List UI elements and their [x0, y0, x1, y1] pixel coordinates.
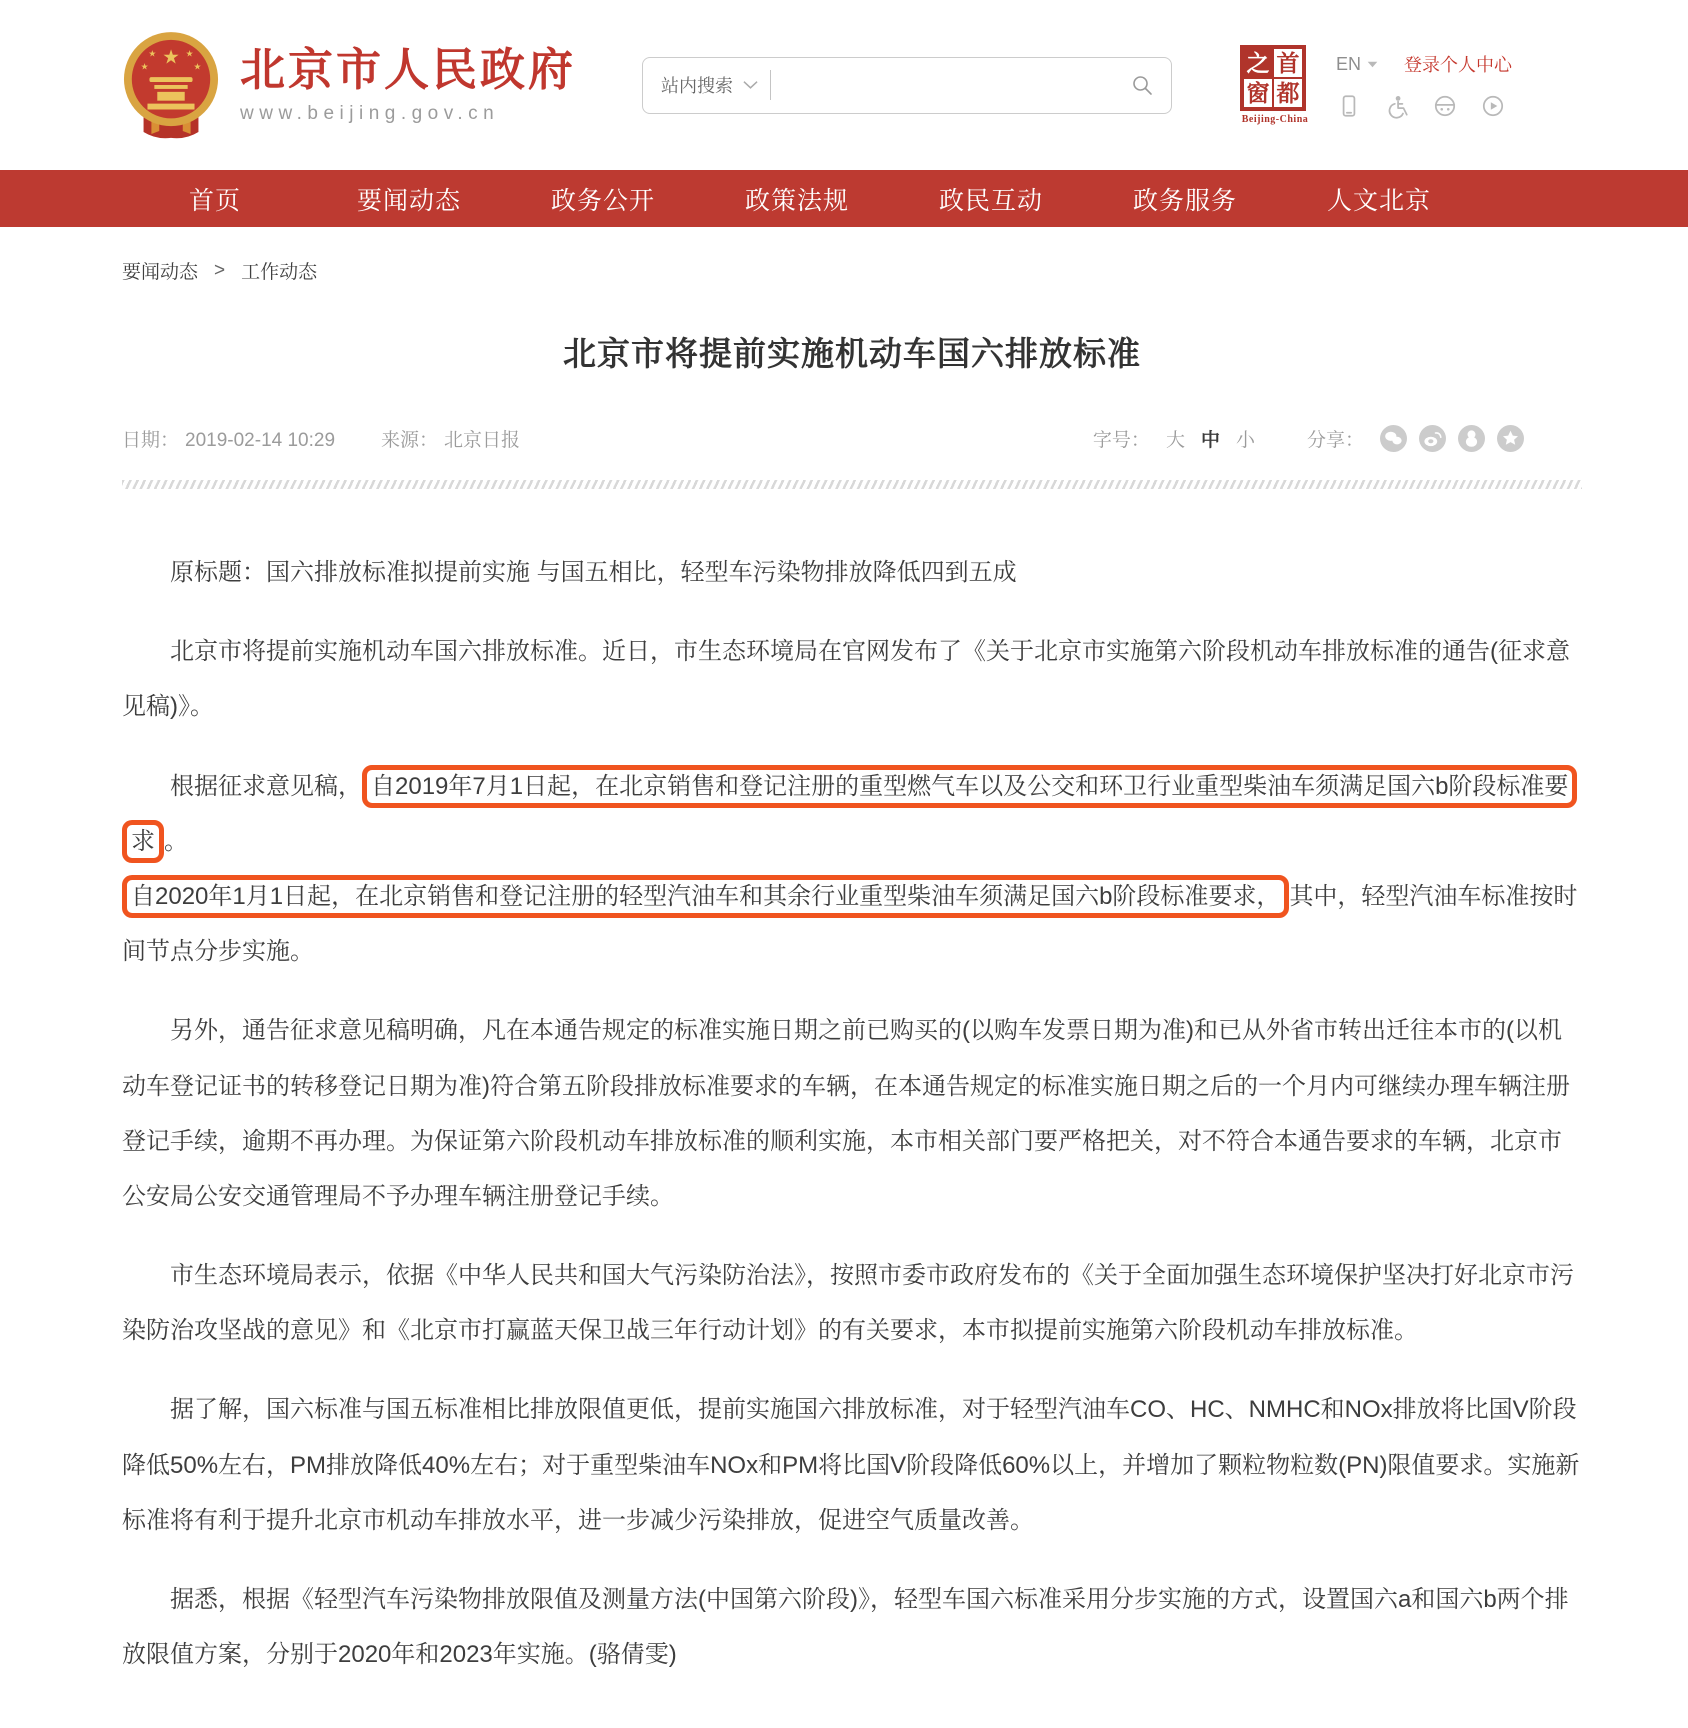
text-segment: 根据征求意见稿，	[170, 772, 362, 800]
nav-item-policy[interactable]: 政策法规	[744, 186, 849, 215]
site-search	[642, 57, 1172, 114]
capital-window-seal	[1240, 45, 1306, 111]
article	[122, 328, 1582, 1728]
seal-char: 都	[1274, 79, 1302, 107]
page-title: 北京市将提前实施机动车国六排放标准	[563, 335, 1141, 372]
share-icons	[1380, 425, 1524, 452]
text-segment: 其中，轻型汽油车标准按时间节点分步实施。	[122, 882, 1578, 966]
header-utility	[1336, 45, 1512, 119]
phone-icon[interactable]	[1336, 93, 1362, 119]
chevron-down-icon	[743, 80, 758, 90]
search-input[interactable]	[771, 75, 1131, 96]
breadcrumb-link-news[interactable]: 要闻动态	[122, 262, 199, 283]
search-category-label: 站内搜索	[661, 76, 734, 96]
highlight-box-2: 自2020年1月1日起，在北京销售和登记注册的轻型汽油车和其余行业重型柴油车须满足国六b阶段标准要求，	[122, 875, 1289, 918]
search-category-dropdown[interactable]	[661, 72, 758, 98]
language-label: EN	[1336, 53, 1362, 74]
source-label: 来源：	[381, 430, 439, 451]
svg-text:★: ★	[185, 48, 194, 59]
svg-text:★: ★	[140, 61, 149, 72]
svg-text:★: ★	[193, 61, 202, 72]
nav-item-news[interactable]: 要闻动态	[356, 186, 461, 215]
nav-item-gov-open[interactable]: 政务公开	[550, 186, 655, 215]
svg-text:★: ★	[162, 46, 180, 69]
qq-icon[interactable]	[1458, 425, 1485, 452]
fontsize-large-button[interactable]: 大	[1165, 430, 1185, 451]
article-source: 北京日报	[444, 430, 521, 451]
site-title-block	[240, 45, 576, 125]
nav-item-home[interactable]: 首页	[188, 186, 241, 215]
article-subtitle: 原标题：国六排放标准拟提前实施 与国五相比，轻型车污染物排放降低四到五成	[170, 559, 1017, 586]
language-switch[interactable]	[1336, 54, 1378, 75]
favorite-icon[interactable]	[1497, 425, 1524, 452]
seal-char: 窗	[1244, 79, 1272, 107]
share-label: 分享：	[1306, 430, 1364, 451]
seal-char: 首	[1274, 49, 1302, 77]
breadcrumb-separator: >	[214, 259, 226, 281]
search-icon[interactable]	[1131, 74, 1153, 96]
paragraph: 据了解，国六标准与国五标准相比排放限值更低，提前实施国六排放标准，对于轻型汽油车CO、HC、NMHC和NOx排放将比国V阶段降低50%左右，PM排放降低40%左右；对于重型柴油车NOx和PM将比国V阶段降低60%以上，并增加了颗粒物粒数(PN)限值要求。实施新标准将有利于提升北京市机动车排放水平，进一步减少污染排放，促进空气质量改善。	[122, 1396, 1580, 1534]
article-meta-left	[122, 425, 526, 452]
divider	[122, 480, 1582, 489]
breadcrumb-link-work[interactable]: 工作动态	[241, 262, 318, 283]
capital-window-logo[interactable]	[1240, 45, 1310, 125]
paragraph-with-highlights	[122, 759, 1582, 980]
seal-caption: Beijing-China	[1241, 114, 1309, 125]
national-emblem-icon	[122, 29, 220, 141]
fontsize-medium-button[interactable]: 中	[1200, 430, 1220, 451]
nav-item-culture[interactable]: 人文北京	[1326, 186, 1431, 215]
date-label: 日期：	[122, 430, 180, 451]
article-meta	[122, 425, 1582, 452]
svg-text:★: ★	[148, 48, 157, 59]
paragraph: 市生态环境局表示，依据《中华人民共和国大气污染防治法》，按照市委市政府发布的《关于全面加强生态环境保护坚决打好北京市污染防治攻坚战的意见》和《北京市打赢蓝天保卫战三年行动计划》的有关要求，本市拟提前实施第六阶段机动车排放标准。	[122, 1262, 1574, 1345]
paragraph: 据悉，根据《轻型汽车污染物排放限值及测量方法(中国第六阶段)》，轻型车国六标准采用分步实施的方式，设置国六a和国六b两个排放限值方案，分别于2020年和2023年实施。(骆倩雯)	[122, 1586, 1569, 1669]
chevron-down-icon	[1367, 61, 1378, 68]
fontsize-small-button[interactable]: 小	[1235, 430, 1255, 451]
main-nav	[0, 170, 1688, 227]
breadcrumb	[122, 257, 1688, 284]
header-right	[1240, 45, 1512, 125]
paragraph: 北京市将提前实施机动车国六排放标准。近日，市生态环境局在官网发布了《关于北京市实施第六阶段机动车排放标准的通告(征求意见稿)》。	[122, 638, 1570, 721]
site-name: 北京市人民政府	[240, 44, 577, 96]
article-meta-right	[1093, 425, 1524, 452]
site-header	[0, 0, 1688, 170]
site-url: www.beijing.gov.cn	[240, 102, 500, 124]
nav-item-services[interactable]: 政务服务	[1132, 186, 1237, 215]
article-date: 2019-02-14 10:29	[185, 430, 336, 451]
paragraph: 另外，通告征求意见稿明确，凡在本通告规定的标准实施日期之前已购买的(以购车发票日期为准)和已从外省市转出迁往本市的(以机动车登记证书的转移登记日期为准)符合第五阶段排放标准要求的车辆，在本通告规定的标准实施日期之后的一个月内可继续办理车辆注册登记手续，逾期不再办理。为保证第六阶段机动车排放标准的顺利实施，本市相关部门要严格把关，对不符合本通告要求的车辆，北京市公安局公安交通管理局不予办理车辆注册登记手续。	[122, 1017, 1570, 1210]
wechat-icon[interactable]	[1380, 425, 1407, 452]
highlight-box-1: 自2019年7月1日起，在北京销售和登记注册的重型燃气车以及公交和环卫行业重型柴油车须满足国六b阶段标准要求	[122, 765, 1577, 863]
nav-item-interact[interactable]: 政民互动	[938, 186, 1043, 215]
text-segment: 。	[164, 827, 188, 855]
fontsize-label: 字号：	[1092, 430, 1150, 451]
site-logo[interactable]	[122, 29, 576, 141]
login-link[interactable]: 登录个人中心	[1404, 55, 1513, 75]
accessibility-icon[interactable]	[1384, 93, 1410, 119]
seal-char: 之	[1244, 49, 1272, 77]
article-body	[122, 545, 1582, 1728]
robot-icon[interactable]	[1432, 93, 1458, 119]
play-icon[interactable]	[1480, 93, 1506, 119]
weibo-icon[interactable]	[1419, 425, 1446, 452]
